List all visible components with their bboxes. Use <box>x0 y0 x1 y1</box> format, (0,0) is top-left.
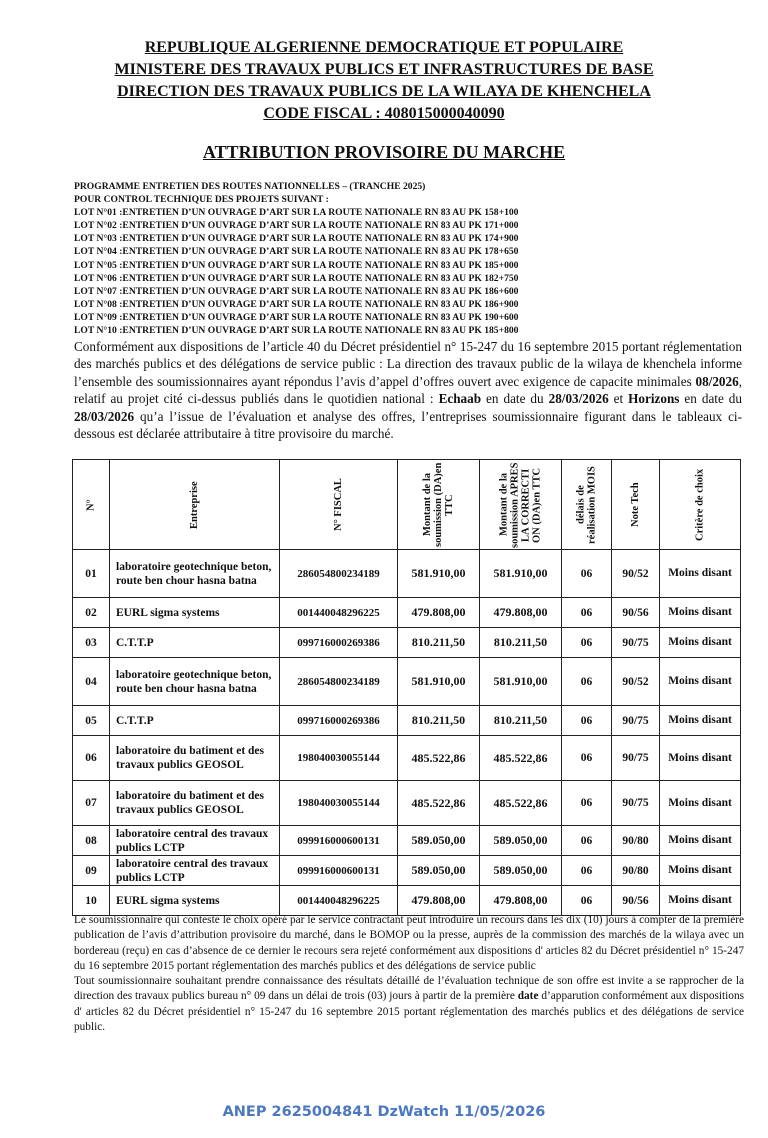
cell-montant: 810.211,50 <box>398 706 480 736</box>
cell-critere: Moins disant <box>660 736 741 781</box>
table-row <box>73 826 741 856</box>
header-cell-montant-corrige: Montant de la soumission APRES LA CORRECTI ON (DA)en TTC <box>480 460 562 550</box>
table-row <box>73 781 741 826</box>
cell-no: 06 <box>73 736 110 781</box>
lot-item: LOT N°02 :ENTRETIEN D’UN OUVRAGE D’ART SUR LA ROUTE NATIONALE RN 83 AU PK 171+000 <box>74 220 519 232</box>
cell-montant-corrige: 485.522,86 <box>480 736 562 781</box>
intro-text: en date du <box>481 391 549 407</box>
cell-fiscal: 099916000600131 <box>280 826 398 856</box>
header-cell-entreprise: Entreprise <box>110 460 280 550</box>
cell-no: 08 <box>73 826 110 856</box>
cell-critere: Moins disant <box>660 886 741 916</box>
intro-text: qu’a l’issue de l’évaluation et analyse des offres, l’entreprises soumissionnaire figurant dans le tableaux ci-dessous est déclarée attributaire à titre provisoire du marché. <box>74 408 742 442</box>
cell-entreprise: laboratoire central des travaux publics LCTP <box>110 826 280 856</box>
results-table <box>72 459 741 916</box>
header-cell-fiscal: N° FISCAL <box>280 460 398 550</box>
cell-note: 90/80 <box>612 856 660 886</box>
cell-delai: 06 <box>562 550 612 598</box>
cell-delai: 06 <box>562 886 612 916</box>
cell-no: 04 <box>73 658 110 706</box>
intro-paragraph <box>74 338 742 442</box>
cell-fiscal: 286054800234189 <box>280 550 398 598</box>
cell-critere: Moins disant <box>660 658 741 706</box>
cell-entreprise: laboratoire du batiment et des travaux publics GEOSOL <box>110 781 280 826</box>
footer-block <box>74 913 744 1035</box>
lot-item: LOT N°08 :ENTRETIEN D’UN OUVRAGE D’ART SUR LA ROUTE NATIONALE RN 83 AU PK 186+900 <box>74 298 519 310</box>
table-row <box>73 736 741 781</box>
publication-date-2: 28/03/2026 <box>74 408 135 424</box>
cell-note: 90/75 <box>612 628 660 658</box>
cell-fiscal: 198040030055144 <box>280 781 398 826</box>
cell-entreprise: C.T.T.P <box>110 628 280 658</box>
cell-delai: 06 <box>562 598 612 628</box>
table-header-row <box>73 460 741 550</box>
intro-text: et <box>608 391 629 407</box>
cell-montant-corrige: 581.910,00 <box>480 550 562 598</box>
lot-item: LOT N°05 :ENTRETIEN D’UN OUVRAGE D’ART SUR LA ROUTE NATIONALE RN 83 AU PK 185+000 <box>74 259 519 271</box>
cell-montant: 581.910,00 <box>398 658 480 706</box>
cell-montant: 485.522,86 <box>398 781 480 826</box>
lot-item: LOT N°09 :ENTRETIEN D’UN OUVRAGE D’ART SUR LA ROUTE NATIONALE RN 83 AU PK 190+600 <box>74 311 519 323</box>
table-row <box>73 598 741 628</box>
cell-fiscal: 099716000269386 <box>280 628 398 658</box>
cell-montant: 589.050,00 <box>398 856 480 886</box>
cell-note: 90/52 <box>612 658 660 706</box>
header-cell-critere: Critère de choix <box>660 460 741 550</box>
cell-montant-corrige: 485.522,86 <box>480 781 562 826</box>
cell-entreprise: laboratoire du batiment et des travaux publics GEOSOL <box>110 736 280 781</box>
cell-critere: Moins disant <box>660 628 741 658</box>
table-row <box>73 856 741 886</box>
table-row <box>73 550 741 598</box>
table-row <box>73 658 741 706</box>
cell-critere: Moins disant <box>660 598 741 628</box>
lot-item: LOT N°10 :ENTRETIEN D’UN OUVRAGE D’ART SUR LA ROUTE NATIONALE RN 83 AU PK 185+800 <box>74 325 519 337</box>
program-subline: POUR CONTROL TECHNIQUE DES PROJETS SUIVANT : <box>74 194 329 206</box>
lot-item: LOT N°07 :ENTRETIEN D’UN OUVRAGE D’ART SUR LA ROUTE NATIONALE RN 83 AU PK 186+600 <box>74 285 519 297</box>
header-cell-delai: délais de réalisation MOIS <box>562 460 612 550</box>
evaluation-paragraph <box>74 974 744 1035</box>
cell-entreprise: C.T.T.P <box>110 706 280 736</box>
document-title: ATTRIBUTION PROVISOIRE DU MARCHE <box>202 142 566 162</box>
cell-delai: 06 <box>562 628 612 658</box>
appeal-paragraph: Le soumissionnaire qui conteste le choix opéré par le service contractant peut introduire un recours dans les dix (10) jours à compter de la première publication de l’avis d’attribution provisoire du marché, dans le BOMOP ou la presse, auprès de la commission des marchés de la wilaya avec un bordereau (reçu) en cas d’absence de ce dernier le recours sera rejeté conformément aux dispositions d' articles 82 du Décret présidentiel n° 15-247 du 16 septembre 2015 portant réglementation des marchés publics et des délégations de service public <box>74 914 744 972</box>
cell-note: 90/75 <box>612 736 660 781</box>
table-row <box>73 886 741 916</box>
cell-delai: 06 <box>562 736 612 781</box>
header-cell-note: Note Tech <box>612 460 660 550</box>
newspaper-2: Horizons <box>628 391 680 407</box>
table-row <box>73 628 741 658</box>
header-ministry: MINISTERE DES TRAVAUX PUBLICS ET INFRASTRUCTURES DE BASE <box>114 61 654 78</box>
cell-note: 90/75 <box>612 706 660 736</box>
cell-fiscal: 099716000269386 <box>280 706 398 736</box>
program-line: PROGRAMME ENTRETIEN DES ROUTES NATIONNELLES – (TRANCHE 2025) <box>74 181 426 192</box>
cell-montant-corrige: 479.808,00 <box>480 598 562 628</box>
tender-ref: 08/2026 <box>695 373 739 389</box>
lot-item: LOT N°03 :ENTRETIEN D’UN OUVRAGE D’ART SUR LA ROUTE NATIONALE RN 83 AU PK 174+900 <box>74 233 519 245</box>
cell-montant: 479.808,00 <box>398 598 480 628</box>
cell-montant: 479.808,00 <box>398 886 480 916</box>
cell-delai: 06 <box>562 658 612 706</box>
cell-delai: 06 <box>562 826 612 856</box>
cell-critere: Moins disant <box>660 781 741 826</box>
cell-montant-corrige: 589.050,00 <box>480 826 562 856</box>
cell-fiscal: 001440048296225 <box>280 598 398 628</box>
table-row <box>73 706 741 736</box>
cell-no: 09 <box>73 856 110 886</box>
cell-no: 01 <box>73 550 110 598</box>
lot-item: LOT N°04 :ENTRETIEN D’UN OUVRAGE D’ART SUR LA ROUTE NATIONALE RN 83 AU PK 178+650 <box>74 246 519 258</box>
cell-note: 90/56 <box>612 598 660 628</box>
header-cell-montant: Montant de la soumission (DA)en TTC <box>398 460 480 550</box>
cell-entreprise: EURL sigma systems <box>110 598 280 628</box>
cell-delai: 06 <box>562 856 612 886</box>
header-direction: DIRECTION DES TRAVAUX PUBLICS DE LA WILAYA DE KHENCHELA <box>117 83 651 100</box>
cell-fiscal: 001440048296225 <box>280 886 398 916</box>
header-fiscal-code: CODE FISCAL : 408015000040090 <box>263 105 505 122</box>
publication-date-1: 28/03/2026 <box>548 391 609 407</box>
cell-entreprise: laboratoire central des travaux publics LCTP <box>110 856 280 886</box>
header-republic: REPUBLIQUE ALGERIENNE DEMOCRATIQUE ET POPULAIRE <box>144 39 624 56</box>
cell-note: 90/80 <box>612 826 660 856</box>
anep-reference: ANEP 2625004841 DzWatch 11/05/2026 <box>222 1104 546 1120</box>
cell-montant-corrige: 479.808,00 <box>480 886 562 916</box>
cell-montant: 485.522,86 <box>398 736 480 781</box>
cell-montant: 589.050,00 <box>398 826 480 856</box>
cell-delai: 06 <box>562 706 612 736</box>
cell-critere: Moins disant <box>660 706 741 736</box>
lot-item: LOT N°01 :ENTRETIEN D’UN OUVRAGE D’ART SUR LA ROUTE NATIONALE RN 83 AU PK 158+100 <box>74 207 519 219</box>
cell-montant: 810.211,50 <box>398 628 480 658</box>
cell-montant: 581.910,00 <box>398 550 480 598</box>
cell-fiscal: 198040030055144 <box>280 736 398 781</box>
cell-no: 02 <box>73 598 110 628</box>
cell-no: 03 <box>73 628 110 658</box>
cell-montant-corrige: 810.211,50 <box>480 628 562 658</box>
cell-no: 07 <box>73 781 110 826</box>
cell-entreprise: laboratoire geotechnique beton, route ben chour hasna batna <box>110 658 280 706</box>
cell-fiscal: 286054800234189 <box>280 658 398 706</box>
header-cell-no: N° <box>73 460 110 550</box>
cell-montant-corrige: 589.050,00 <box>480 856 562 886</box>
cell-note: 90/75 <box>612 781 660 826</box>
cell-entreprise: EURL sigma systems <box>110 886 280 916</box>
evaluation-text: Tout soumissionnaire souhaitant prendre connaissance des résultats détaillé de l’évaluation technique de son offre est invite a se rapprocher de la direction des travaux publics bureau n° 09 dans un délai de trois (03) jours à partir de la première <box>74 975 744 1003</box>
program-block <box>74 180 674 337</box>
cell-no: 05 <box>73 706 110 736</box>
cell-delai: 06 <box>562 781 612 826</box>
cell-fiscal: 099916000600131 <box>280 856 398 886</box>
cell-critere: Moins disant <box>660 550 741 598</box>
lot-item: LOT N°06 :ENTRETIEN D’UN OUVRAGE D’ART SUR LA ROUTE NATIONALE RN 83 AU PK 182+750 <box>74 272 519 284</box>
cell-critere: Moins disant <box>660 856 741 886</box>
cell-note: 90/56 <box>612 886 660 916</box>
cell-no: 10 <box>73 886 110 916</box>
cell-critere: Moins disant <box>660 826 741 856</box>
cell-montant-corrige: 581.910,00 <box>480 658 562 706</box>
intro-text: en date du <box>679 391 742 407</box>
intro-text: Conformément aux dispositions de l’article 40 du Décret présidentiel n° 15-247 du 16 septembre 2015 portant réglementation des marchés publics et des délégations de service public : La direction des travaux public de la wilaya de khenchela informe l’ensemble des soumissionnaires ayant répondus l’avis d’appel d’offres ouvert avec exigence de capacite minimales <box>74 339 742 389</box>
cell-entreprise: laboratoire geotechnique beton, route ben chour hasna batna <box>110 550 280 598</box>
evaluation-date-word: date <box>517 990 539 1003</box>
evaluation-text: d’apparution conformément aux dispositions d' articles 82 du Décret présidentiel n° 15-247 du 16 septembre 2015 portant réglementation des marchés publics et des délégations de service public. <box>74 990 744 1034</box>
intro-text: , relatif au projet cité ci-dessus publiés dans le quotidien national : <box>74 373 742 407</box>
cell-note: 90/52 <box>612 550 660 598</box>
cell-montant-corrige: 810.211,50 <box>480 706 562 736</box>
document-header <box>0 37 768 125</box>
newspaper-1: Echaab <box>438 391 482 407</box>
